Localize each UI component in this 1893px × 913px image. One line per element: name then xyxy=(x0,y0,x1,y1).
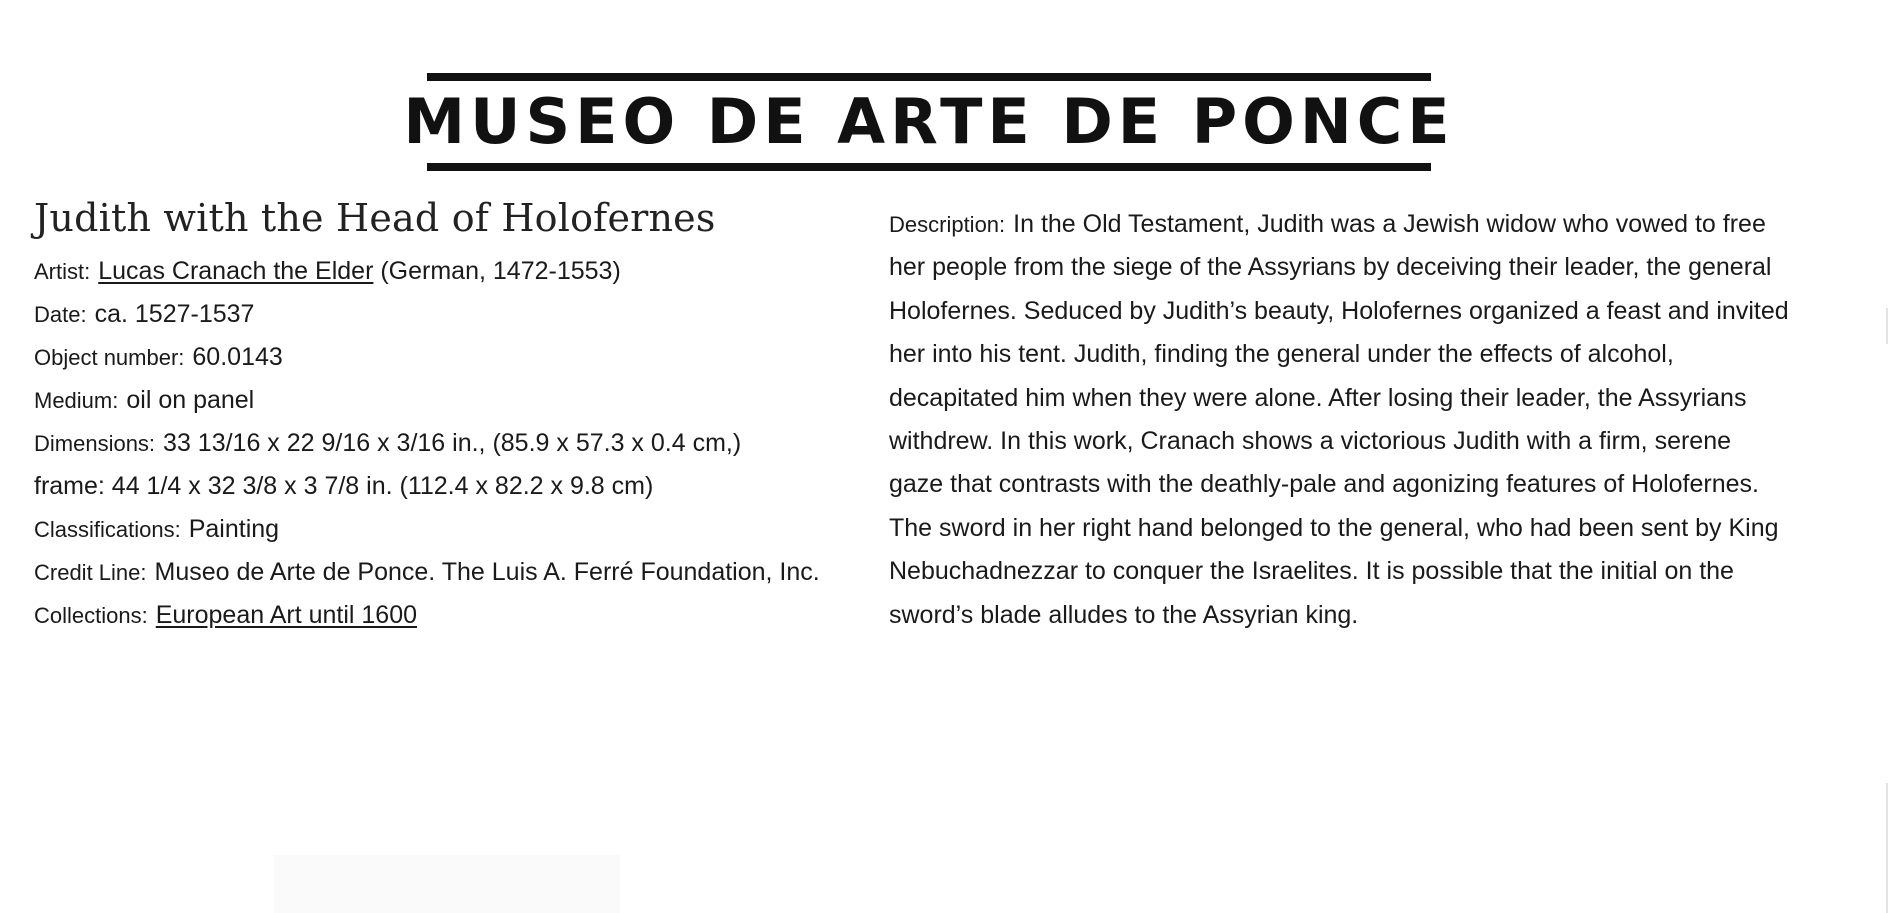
museum-logo[interactable] xyxy=(403,73,1455,171)
description-label: Description: xyxy=(889,212,1006,237)
object-metadata xyxy=(34,196,894,637)
description-text: In the Old Testament, Judith was a Jewish widow who vowed to free her people from the siege of the Assyrians by deceiving their leader, the general Holofernes. Seduced by Judith’s beauty, Holofernes organized a feast and invited her into his tent. Judith, finding the general under the effects of alcohol, decapitated him when they were alone. After losing their leader, the Assyrians withdrew. In this work, Cranach shows a victorious Judith with a firm, serene gaze that contrasts with the deathly-pale and agonizing features of Holofernes. The sword in her right hand belonged to the general, who had been sent by King Nebuchadnezzar to conquer the Israelites. It is possible that the initial on the sword’s blade alludes to the Assyrian king. xyxy=(889,210,1789,629)
dimensions-label: Dimensions: xyxy=(34,431,156,456)
collections-field xyxy=(34,594,894,637)
date-field xyxy=(34,293,894,336)
dimensions-field xyxy=(34,422,894,508)
medium-value: oil on panel xyxy=(126,386,255,414)
artist-link[interactable]: Lucas Cranach the Elder xyxy=(98,257,374,285)
credit-line-label: Credit Line: xyxy=(34,560,147,585)
artist-details: (German, 1472-1553) xyxy=(380,257,621,285)
object-number-label: Object number: xyxy=(34,345,185,370)
date-label: Date: xyxy=(34,302,87,327)
medium-label: Medium: xyxy=(34,388,119,413)
dimensions-frame: frame: 44 1/4 x 32 3/8 x 3 7/8 in. (112.4 x 82.2 x 9.8 cm) xyxy=(34,472,654,500)
collections-link[interactable]: European Art until 1600 xyxy=(155,601,418,629)
credit-line-field xyxy=(34,551,894,594)
object-number-field xyxy=(34,336,894,379)
collections-label: Collections: xyxy=(34,603,148,628)
scrollbar-edge[interactable] xyxy=(1886,308,1888,344)
description-field xyxy=(889,203,1789,637)
date-value: ca. 1527-1537 xyxy=(94,300,255,328)
logo-text: MUSEO DE ARTE DE PONCE xyxy=(403,85,1455,158)
classifications-field xyxy=(34,508,894,551)
classifications-value: Painting xyxy=(188,515,280,543)
object-number-value: 60.0143 xyxy=(192,343,283,371)
description-section xyxy=(889,203,1789,637)
dimensions-value: 33 13/16 x 22 9/16 x 3/16 in., (85.9 x 57.3 x 0.4 cm,) xyxy=(163,429,742,457)
medium-field xyxy=(34,379,894,422)
artist-field xyxy=(34,250,894,293)
artwork-title: Judith with the Head of Holofernes xyxy=(34,196,716,240)
right-edge-divider xyxy=(1886,783,1888,913)
artist-label: Artist: xyxy=(34,259,91,284)
credit-line-value: Museo de Arte de Ponce. The Luis A. Ferré Foundation, Inc. xyxy=(154,558,820,586)
classifications-label: Classifications: xyxy=(34,517,181,542)
image-placeholder xyxy=(274,855,620,913)
